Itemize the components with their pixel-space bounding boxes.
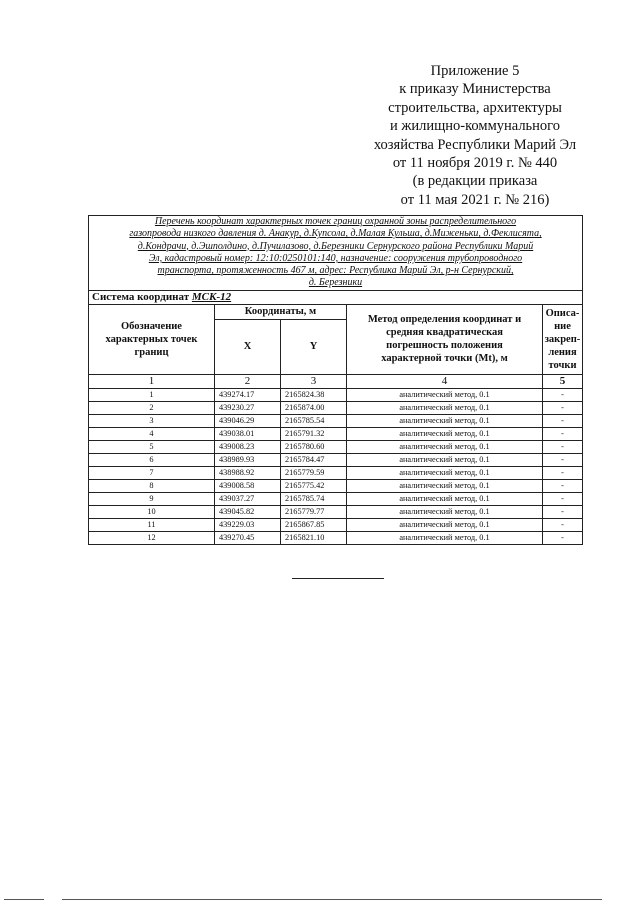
point-number: 5 [89, 440, 215, 453]
point-number: 1 [89, 388, 215, 401]
point-number: 6 [89, 453, 215, 466]
header-text: Метод определения координат и [367, 314, 522, 326]
coordinate-system [89, 290, 583, 304]
column-number: 5 [543, 374, 583, 388]
header-text: закреп- [544, 333, 581, 345]
description-cell: - [543, 479, 583, 492]
coordinate-x: 439008.23 [215, 440, 281, 453]
table-row [89, 401, 583, 414]
header-line: от 11 мая 2021 г. № 216) [400, 191, 550, 208]
header-text: характерной точки (Mt), м [381, 353, 508, 365]
coordinate-x: 439274.17 [215, 388, 281, 401]
coordinate-y: 2165784.47 [281, 453, 347, 466]
header-text: Описа- [545, 307, 580, 319]
table-row [89, 479, 583, 492]
coordinate-x: 439229.03 [215, 518, 281, 531]
description-cell: - [543, 388, 583, 401]
coordinate-x: 439038.01 [215, 427, 281, 440]
title-line: д. Березники [308, 277, 363, 289]
coordinate-x: 439008.58 [215, 479, 281, 492]
table-row [89, 453, 583, 466]
header-text: ние [554, 320, 571, 332]
footer-line [4, 899, 44, 900]
point-number: 8 [89, 479, 215, 492]
method-cell: аналитический метод, 0.1 [347, 492, 543, 505]
description-cell: - [543, 492, 583, 505]
title-line: транспорта, протяженность 467 м, адрес: Республика Марий Эл, р-н Сернурский, [157, 265, 514, 277]
column-header-point [89, 304, 215, 374]
table-row [89, 466, 583, 479]
description-cell: - [543, 453, 583, 466]
coordinates-table [88, 215, 583, 545]
column-number-row [89, 374, 583, 388]
header-text: средняя квадратическая [386, 327, 503, 339]
point-number: 10 [89, 505, 215, 518]
coordinate-x: 439230.27 [215, 401, 281, 414]
column-number: 4 [347, 374, 543, 388]
table-row [89, 531, 583, 544]
column-header-description [543, 304, 583, 374]
description-cell: - [543, 466, 583, 479]
coordinate-system-name: МСК-12 [191, 291, 232, 304]
method-cell: аналитический метод, 0.1 [347, 401, 543, 414]
method-cell: аналитический метод, 0.1 [347, 466, 543, 479]
header-line: Приложение 5 [430, 63, 520, 79]
title-line: газопровода низкого давления д. Анакур, д.Купсола, д.Малая Кульша, д.Миженьки, д.Феклисята, [129, 228, 542, 240]
header-line: хозяйства Республики Марий Эл [373, 136, 577, 153]
description-cell: - [543, 505, 583, 518]
method-cell: аналитический метод, 0.1 [347, 388, 543, 401]
coordinate-y: 2165785.54 [281, 414, 347, 427]
document-header [330, 62, 620, 209]
table-title-row [89, 216, 583, 291]
header-text: характерных точек [105, 333, 198, 345]
coordinate-x: 439270.45 [215, 531, 281, 544]
method-cell: аналитический метод, 0.1 [347, 531, 543, 544]
separator-line [292, 578, 384, 579]
coordinate-system-row [89, 290, 583, 304]
coordinate-y: 2165775.42 [281, 479, 347, 492]
point-number: 9 [89, 492, 215, 505]
header-line: строительства, архитектуры [388, 99, 562, 116]
column-number: 3 [281, 374, 347, 388]
header-text: Обозначение [121, 320, 182, 332]
description-cell: - [543, 531, 583, 544]
table-row [89, 505, 583, 518]
point-number: 12 [89, 531, 215, 544]
description-cell: - [543, 401, 583, 414]
method-cell: аналитический метод, 0.1 [347, 518, 543, 531]
description-cell: - [543, 440, 583, 453]
coordinate-system-label: Система координат [92, 291, 190, 304]
method-cell: аналитический метод, 0.1 [347, 414, 543, 427]
coordinate-x: 439046.29 [215, 414, 281, 427]
point-number: 11 [89, 518, 215, 531]
header-text: границ [134, 346, 169, 358]
header-line: от 11 ноября 2019 г. № 440 [392, 155, 558, 172]
column-header-x: X [215, 319, 281, 374]
description-cell: - [543, 414, 583, 427]
column-header-coordinates: Координаты, м [215, 304, 347, 319]
table-row [89, 388, 583, 401]
point-number: 2 [89, 401, 215, 414]
method-cell: аналитический метод, 0.1 [347, 427, 543, 440]
title-line: д.Кондрачи, д.Эшполдино, д.Пучилазово, д.Березники Сернурского района Республики Марий [137, 240, 534, 252]
table-row [89, 492, 583, 505]
coordinate-y: 2165821.10 [281, 531, 347, 544]
table-title [89, 216, 583, 291]
table-row [89, 518, 583, 531]
column-number: 1 [89, 374, 215, 388]
table-row [89, 414, 583, 427]
coordinate-y: 2165824.38 [281, 388, 347, 401]
table-row [89, 427, 583, 440]
coordinate-x: 438989.93 [215, 453, 281, 466]
footer-line [62, 899, 602, 900]
coordinate-x: 438988.92 [215, 466, 281, 479]
method-cell: аналитический метод, 0.1 [347, 440, 543, 453]
title-line: Эл, кадастровый номер: 12:10:0250101:140, назначение: сооружения трубопроводного [148, 252, 523, 264]
coordinate-y: 2165867.85 [281, 518, 347, 531]
title-line: Перечень координат характерных точек границ охранной зоны распределительного [154, 216, 517, 227]
header-line: и жилищно-коммунального [389, 118, 561, 135]
column-header-row [89, 304, 583, 319]
header-line: (в редакции приказа [412, 173, 538, 190]
table-row [89, 440, 583, 453]
coordinate-y: 2165874.00 [281, 401, 347, 414]
method-cell: аналитический метод, 0.1 [347, 479, 543, 492]
method-cell: аналитический метод, 0.1 [347, 453, 543, 466]
point-number: 3 [89, 414, 215, 427]
point-number: 7 [89, 466, 215, 479]
column-header-y: Y [281, 319, 347, 374]
column-header-method [347, 304, 543, 374]
coordinate-x: 439037.27 [215, 492, 281, 505]
header-text: точки [548, 359, 577, 371]
method-cell: аналитический метод, 0.1 [347, 505, 543, 518]
coordinate-y: 2165791.32 [281, 427, 347, 440]
description-cell: - [543, 518, 583, 531]
coordinate-y: 2165779.59 [281, 466, 347, 479]
coordinate-x: 439045.82 [215, 505, 281, 518]
coordinate-y: 2165785.74 [281, 492, 347, 505]
coordinate-y: 2165780.60 [281, 440, 347, 453]
header-line: к приказу Министерства [399, 81, 551, 98]
point-number: 4 [89, 427, 215, 440]
header-text: погрешность положения [386, 340, 503, 352]
coordinate-y: 2165779.77 [281, 505, 347, 518]
header-text: ления [548, 346, 577, 358]
description-cell: - [543, 427, 583, 440]
column-number: 2 [215, 374, 281, 388]
